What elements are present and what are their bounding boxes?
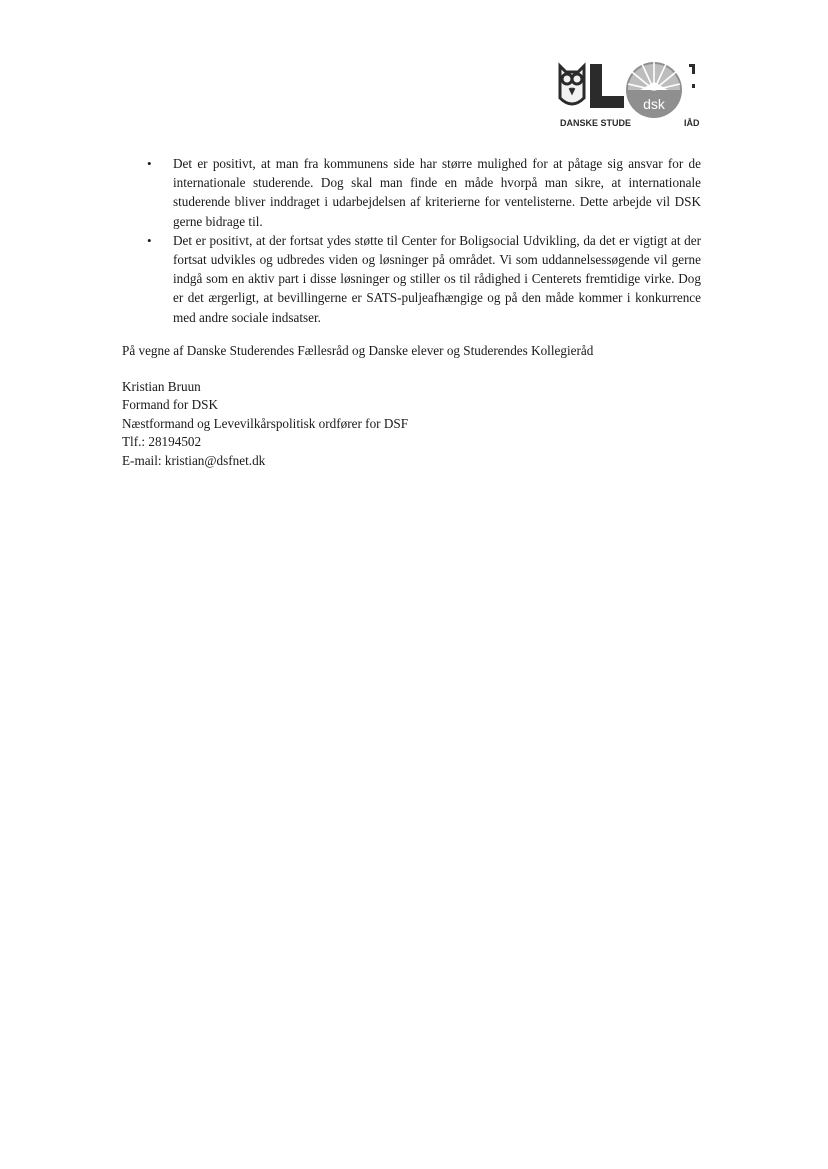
signer-title-1: Formand for DSK [122, 397, 218, 413]
bullet-icon: • [147, 232, 152, 248]
signer-name: Kristian Bruun [122, 379, 201, 394]
owl-logo-icon [556, 58, 702, 130]
logo-right-label: IÅD [684, 118, 700, 128]
bullet-list [145, 154, 701, 327]
dsk-logo [556, 58, 702, 130]
signature-block [122, 378, 622, 470]
signer-email: E-mail: kristian@dsfnet.dk [122, 452, 266, 468]
bullet-text: Det er positivt, at man fra kommunens side har større mulighed for at påtage sig ansvar for de internationale studerende. Dog skal man finde en måde hvorpå man sikre, at internationale studerende bliver inddraget i udarbejdelsen af kriterierne for ventelisterne. Dette arbejde vil DSK gerne bidrage til. [173, 156, 701, 229]
bullet-item [145, 154, 701, 231]
logo-left-label: DANSKE STUDE [560, 118, 632, 128]
closing-line: På vegne af Danske Studerendes Fællesråd og Danske elever og Studerendes Kollegieråd [122, 343, 594, 358]
bullet-text: Det er positivt, at der fortsat ydes støtte til Center for Boligsocial Udvikling, da det er vigtigt at der fortsat udvikles og udbredes viden og løsninger på området. Vi som uddannelsessøgende vil gerne indgå som en aktiv part i disse løsninger og stiller os til rådighed i Centerets fremtidige virke. Dog er det ærgerligt, at bevillingerne er SATS-puljeafhængige og på den måde kommer i konkurrence med andre sociale indsatser. [173, 232, 701, 325]
bullet-icon: • [147, 156, 152, 171]
bullet-item [145, 231, 701, 327]
signer-title-2: Næstformand og Levevilkårspolitisk ordfører for DSF [122, 415, 409, 431]
signer-phone: Tlf.: 28194502 [122, 434, 202, 450]
logo-circle-text: dsk [643, 96, 665, 112]
